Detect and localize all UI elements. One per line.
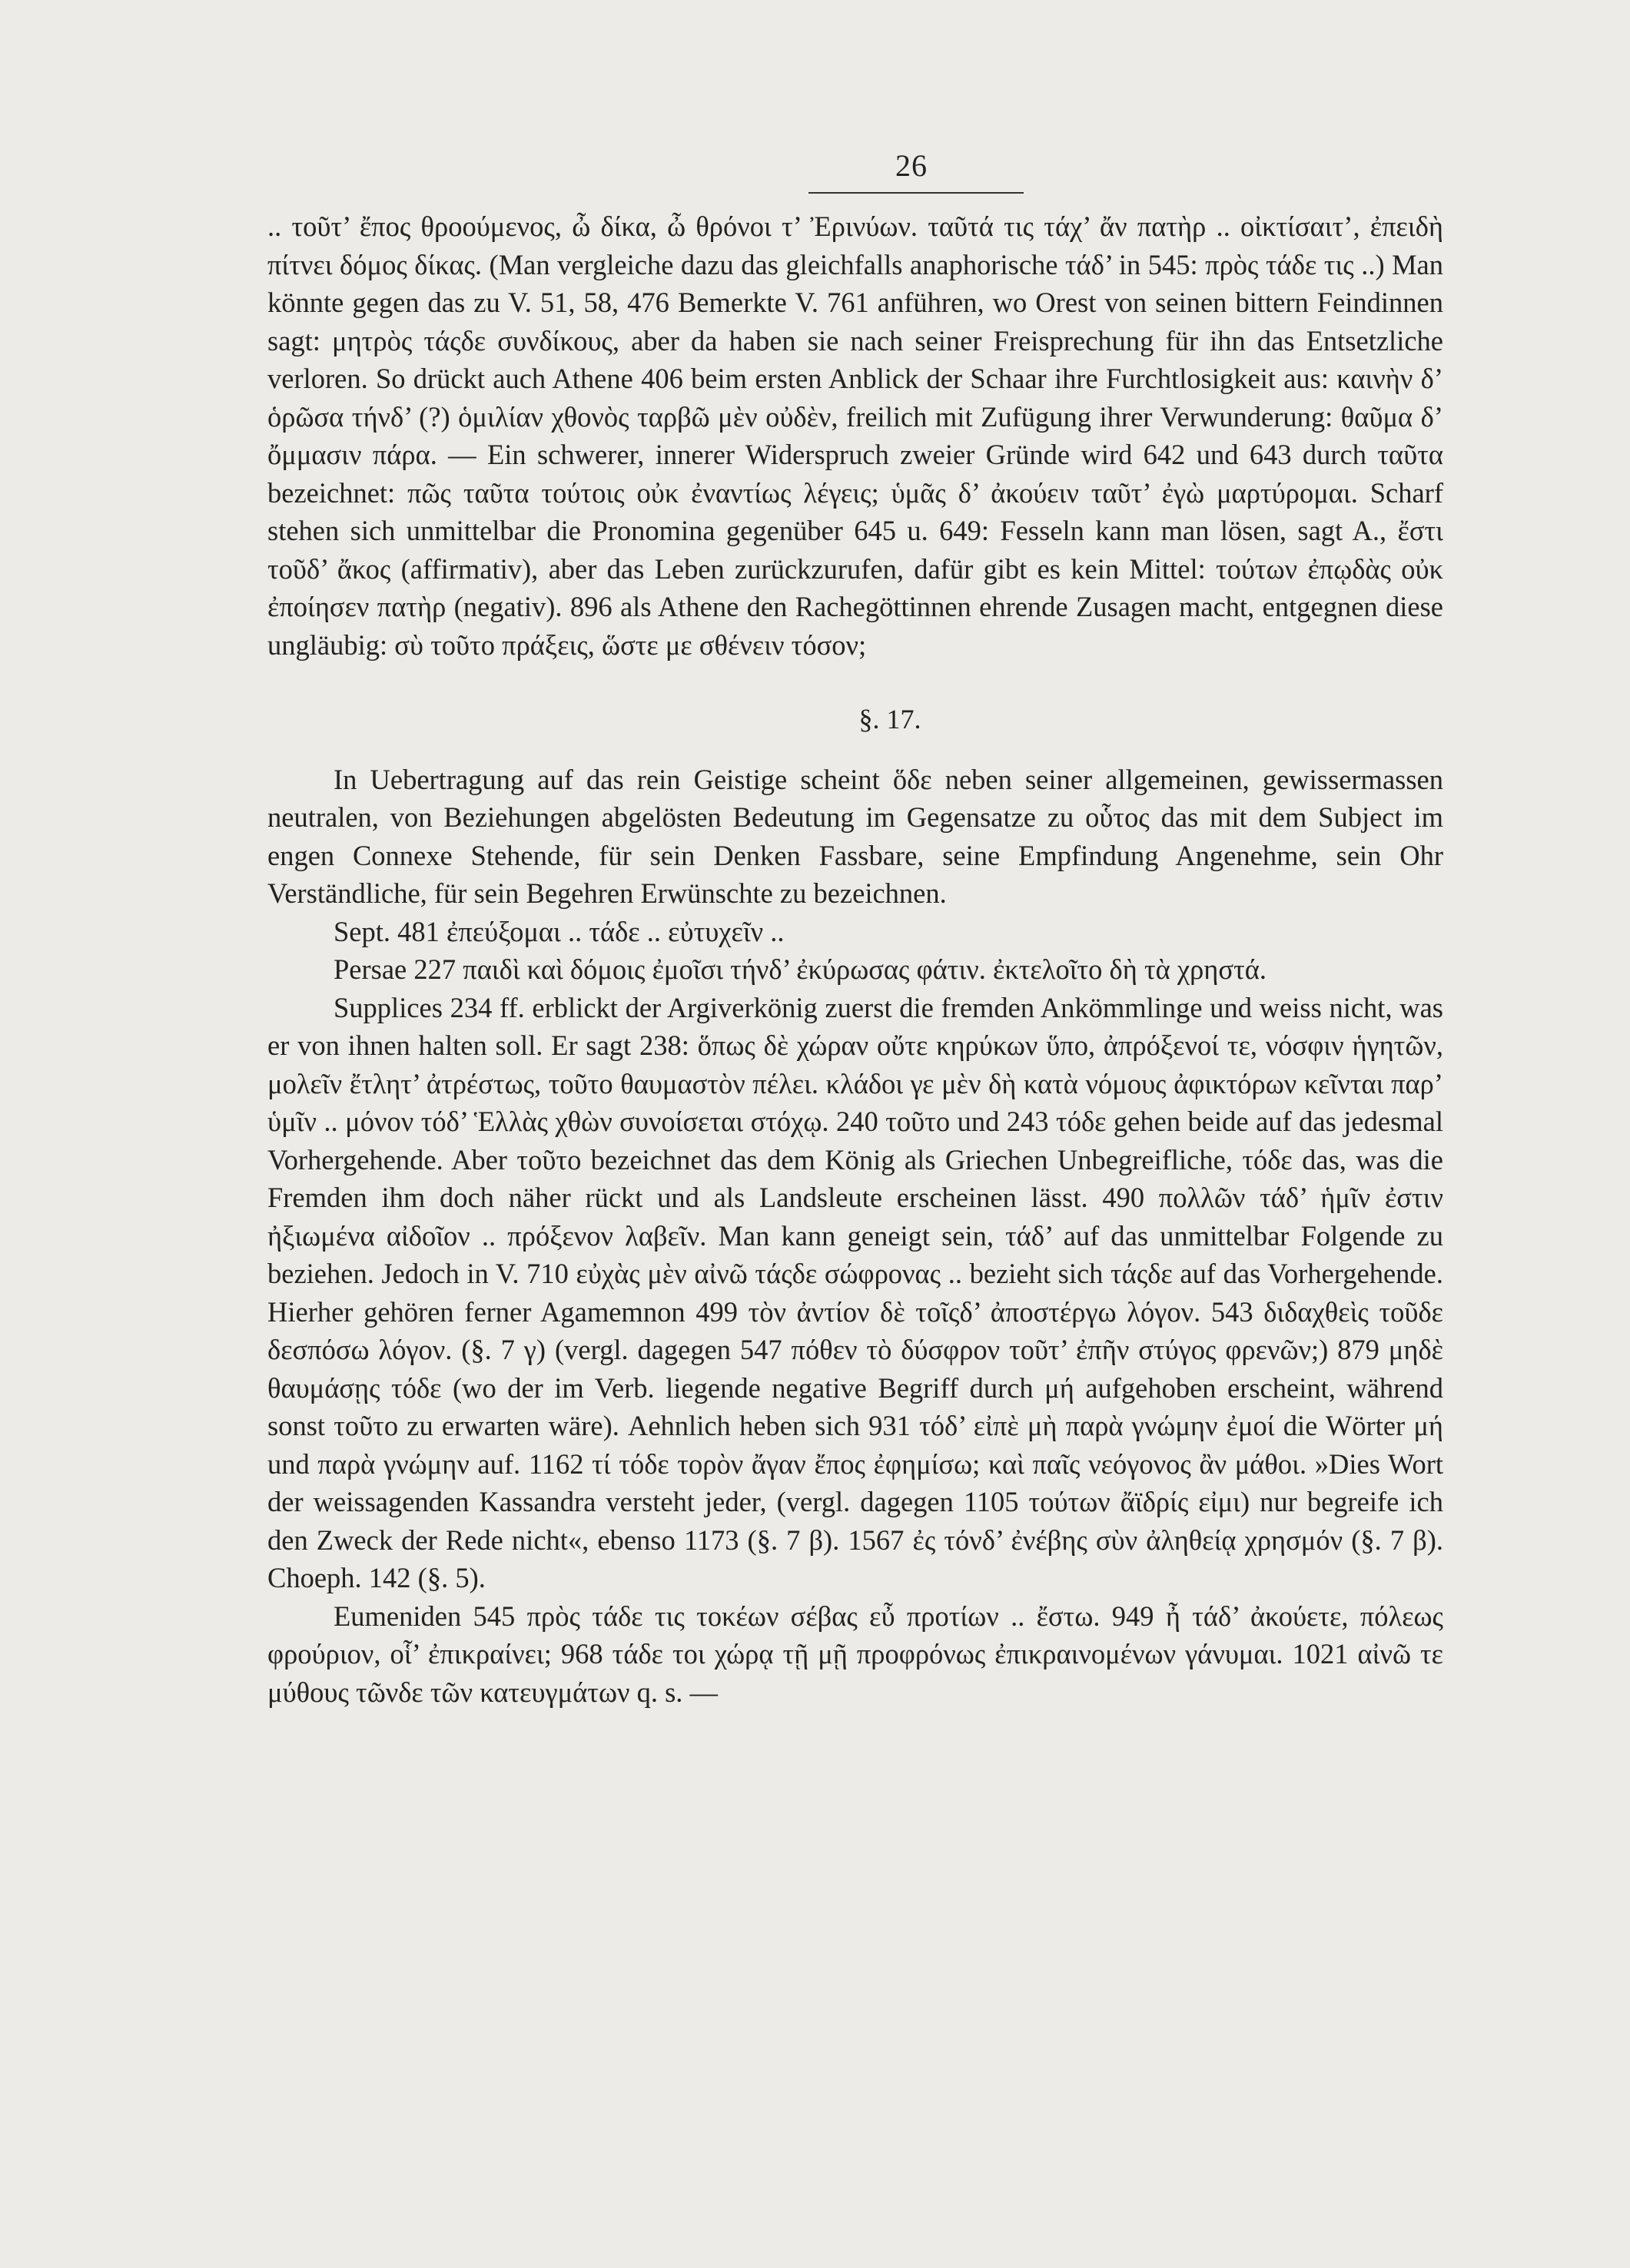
paragraph: Supplices 234 ff. erblickt der Argiverkönig zuerst die fremden Ankömmlinge und weiss nicht, was er von ihnen halten soll. Er sagt 238: ὅπως δὲ χώραν οὔτε κηρύκων ὕπο, ἀπρόξενοί τε, νόσφιν ἡγητῶν, μολεῖν ἔτλητ’ ἀτρέστως, τοῦτο θαυμαστὸν πέλει. κλάδοι γε μὲν δὴ κατὰ νόμους ἀφικτόρων κεῖνται παρ’ ὑμῖν .. μόνον τόδ’ Ἑλλὰς χθὼν συνοίσεται στόχῳ. 240 τοῦτο und 243 τόδε gehen beide auf das jedesmal Vorhergehende. Aber τοῦτο bezeichnet das dem König als Griechen Unbegreifliche, τόδε das, was die Fremden ihm doch näher rückt und als Landsleute erscheinen lässt. 490 πολλῶν τάδ’ ἡμῖν ἐστιν ἠξιωμένα αἰδοῖον .. πρόξενον λαβεῖν. Man kann geneigt sein, τάδ’ auf das unmittelbar Folgende zu beziehen. Jedoch in V. 710 εὐχὰς μὲν αἰνῶ τάςδε σώφρονας .. bezieht sich τάςδε auf das Vorhergehende. Hierher gehören ferner Agamemnon 499 τὸν ἀντίον δὲ τοῖςδ’ ἀποστέργω λόγον. 543 διδαχθεὶς τοῦδε δεσπόσω λόγον. (§. 7 γ) (vergl. dagegen 547 πόθεν τὸ δύσφρον τοῦτ’ ἐπῆν στύγος φρενῶν;) 879 μηδὲ θαυμάσῃς τόδε (wo der im Verb. liegende negative Begriff durch μή aufgehoben erscheint, während sonst τοῦτο zu erwarten wäre). Aehnlich heben sich 931 τόδ’ εἰπὲ μὴ παρὰ γνώμην ἐμοί die Wörter μή und παρὰ γνώμην auf. 1162 τί τόδε τορὸν ἄγαν ἔπος ἐφημίσω; καὶ παῖς νεόγονος ἂν μάθοι. »Dies Wort der weissagenden Kassandra versteht jeder, (vergl. dagegen 1105 τούτων ἄϊδρίς εἰμι) nur begreife ich den Zweck der Rede nicht«, ebenso 1173 (§. 7 β). 1567 ἐς τόνδ’ ἐνέβης σὺν ἀληθείᾳ χρησμόν (§. 7 β). Choeph. 142 (§. 5). (267, 991, 1443, 1593)
paragraph: Sept. 481 ἐπεύξομαι .. τάδε .. εὐτυχεῖν .. (334, 915, 785, 947)
body-text (267, 207, 1443, 1711)
paragraph: Persae 227 παιδὶ καὶ δόμοις ἐμοῖσι τήνδ’ ἐκύρωσας φάτιν. ἐκτελοῖτο δὴ τὰ χρηστά. (334, 953, 1266, 985)
paragraph: In Uebertragung auf das rein Geistige scheint ὅδε neben seiner allgemeinen, gewissermassen neutralen, von Beziehungen abgelösten Bedeutung im Gegensatze zu οὗτος das mit dem Subject im engen Connexe Stehende, für sein Denken Fassbare, seine Empfindung Angenehme, sein Ohr Verständliche, für sein Begehren Erwünschte zu bezeichnen. (267, 763, 1443, 909)
paragraph: Eumeniden 545 πρὸς τάδε τις τοκέων σέβας εὖ προτίων .. ἔστω. 949 ἦ τάδ’ ἀκούετε, πόλεως φρούριον, οἷ’ ἐπικραίνει; 968 τάδε τοι χώρᾳ τῇ μῇ προφρόνως ἐπικραινομένων γάνυμαι. 1021 αἰνῶ τε μύθους τῶνδε τῶν κατευγμάτων q. s. — (267, 1600, 1443, 1708)
header-rule (808, 192, 1024, 194)
page-number: 26 (895, 148, 928, 183)
section-heading: §. 17. (858, 704, 921, 734)
paragraph: .. τοῦτ’ ἔπος θροούμενος, ὦ δίκα, ὦ θρόνοι τ’ Ἐρινύων. ταῦτά τις τάχ’ ἄν πατὴρ .. οἰκτίσαιτ’, ἐπειδὴ πίτνει δόμος δίκας. (Man vergleiche dazu das gleichfalls anaphorische τάδ’ in 545: πρὸς τάδε τις ..) Man könnte gegen das zu V. 51, 58, 476 Bemerkte V. 761 anführen, wo Orest von seinen bittern Feindinnen sagt: μητρὸς τάςδε συνδίκους, aber da haben sie nach seiner Freisprechung für ihn das Entsetzliche verloren. So drückt auch Athene 406 beim ersten Anblick der Schaar ihre Furchtlosigkeit aus: καινὴν δ’ ὁρῶσα τήνδ’ (?) ὁμιλίαν χθονὸς ταρβῶ μὲν οὐδὲν, freilich mit Zufügung ihrer Verwunderung: θαῦμα δ’ ὄμμασιν πάρα. — Ein schwerer, innerer Widerspruch zweier Gründe wird 642 und 643 durch ταῦτα bezeichnet: πῶς ταῦτα τούτοις οὐκ ἐναντίως λέγεις; ὑμᾶς δ’ ἀκούειν ταῦτ’ ἐγὼ μαρτύρομαι. Scharf stehen sich unmittelbar die Pronomina gegenüber 645 u. 649: Fesseln kann man lösen, sagt A., ἔστι τοῦδ’ ἄκος (affirmativ), aber das Leben zurückzurufen, dafür gibt es kein Mittel: τούτων ἐπῳδὰς οὐκ ἐποίησεν πατὴρ (negativ). 896 als Athene den Rachegöttinnen ehrende Zusagen macht, entgegnen diese ungläubig: σὺ τοῦτο πράξεις, ὥστε με σθένειν τόσον; (267, 211, 1443, 661)
